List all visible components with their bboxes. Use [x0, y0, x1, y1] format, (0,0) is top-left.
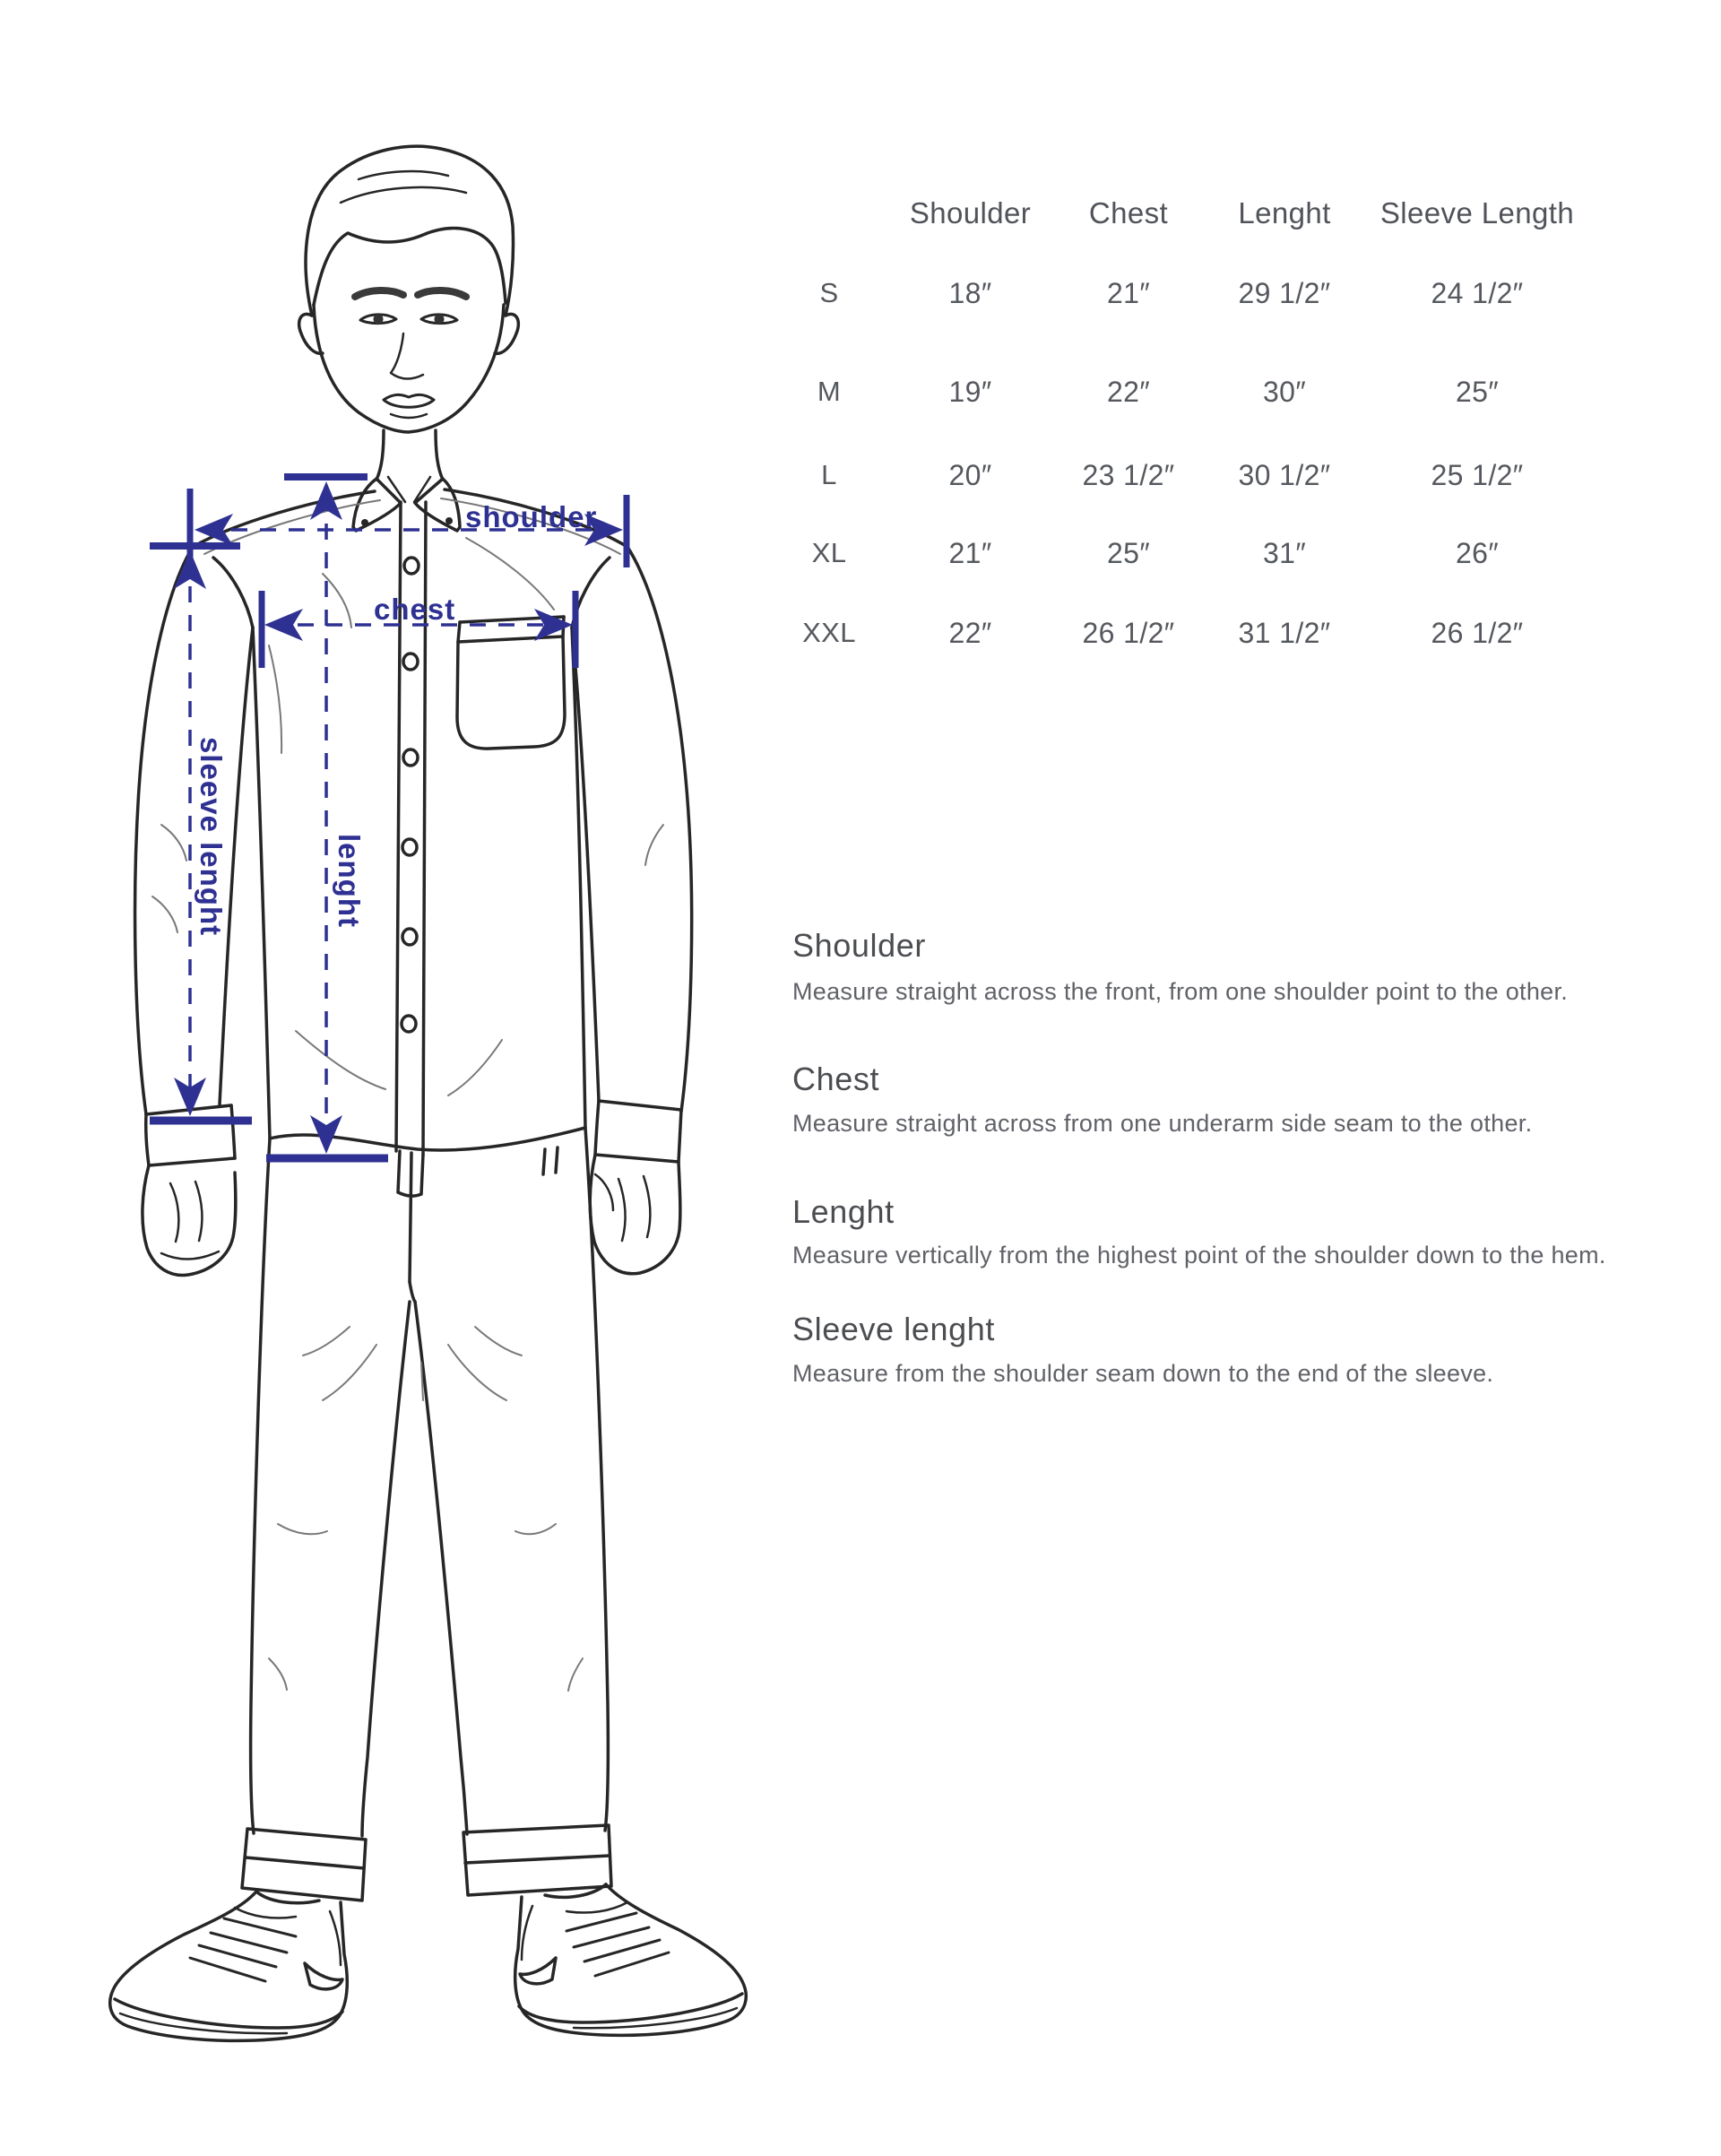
value-cell: 26 1/2″ — [1431, 617, 1524, 649]
definition-desc-lenght: Measure vertically from the highest point of the shoulder down to the hem. — [792, 1242, 1606, 1268]
man-line-drawing — [0, 0, 771, 2152]
figure-outline — [110, 146, 747, 2040]
size-label: XXL — [802, 617, 856, 648]
definition-desc-chest: Measure straight across from one underarm side seam to the other. — [792, 1110, 1533, 1137]
size-label: L — [821, 459, 837, 490]
table-row-l — [771, 457, 1589, 493]
definition-term-shoulder: Shoulder — [792, 927, 926, 964]
length-annotation-label: lenght — [333, 834, 366, 928]
value-cell: 31″ — [1262, 537, 1307, 569]
col-header-sleeve-length: Sleeve Length — [1379, 196, 1575, 229]
definition-desc-shoulder: Measure straight across the front, from one shoulder point to the other. — [792, 978, 1569, 1005]
col-header-chest: Chest — [1088, 196, 1169, 229]
definition-term-chest: Chest — [792, 1061, 880, 1097]
value-cell: 21″ — [948, 537, 992, 569]
value-cell: 18″ — [948, 277, 992, 309]
definition-desc-sleeve-lenght: Measure from the shoulder seam down to the end of the sleeve. — [792, 1360, 1494, 1387]
size-label: M — [817, 376, 842, 407]
table-header-row — [771, 195, 1589, 231]
value-cell: 20″ — [948, 459, 992, 491]
size-label: XL — [811, 537, 847, 568]
value-cell: 30″ — [1262, 376, 1307, 408]
table-row-m — [771, 374, 1589, 410]
value-cell: 22″ — [948, 617, 992, 649]
value-cell: 25″ — [1455, 376, 1500, 408]
value-cell: 25 1/2″ — [1431, 459, 1524, 491]
value-cell: 26″ — [1455, 537, 1500, 569]
table-row-xxl — [771, 615, 1589, 651]
value-cell: 25″ — [1106, 537, 1151, 569]
sleeve-top-arrow — [174, 550, 206, 589]
value-cell: 30 1/2″ — [1238, 459, 1331, 491]
chest-left-arrow — [264, 609, 303, 641]
size-table — [771, 0, 1596, 681]
value-cell: 21″ — [1106, 277, 1151, 309]
value-cell: 29 1/2″ — [1238, 277, 1331, 309]
size-label: S — [819, 277, 839, 308]
table-row-s — [771, 275, 1589, 311]
table-row-xl — [771, 535, 1589, 571]
size-guide-figure — [0, 0, 771, 2152]
definition-term-lenght: Lenght — [792, 1193, 895, 1230]
value-cell: 23 1/2″ — [1082, 459, 1175, 491]
value-cell: 31 1/2″ — [1238, 617, 1331, 649]
shoulder-annotation-label: shoulder — [465, 500, 598, 533]
sleeve-length-annotation-label: sleeve lenght — [195, 737, 228, 937]
definition-term-sleeve-lenght: Sleeve lenght — [792, 1311, 995, 1347]
value-cell: 24 1/2″ — [1431, 277, 1524, 309]
length-top-arrow — [310, 481, 342, 520]
col-header-shoulder: Shoulder — [909, 196, 1032, 229]
col-header-lenght: Lenght — [1238, 196, 1331, 229]
value-cell: 22″ — [1106, 376, 1151, 408]
value-cell: 26 1/2″ — [1082, 617, 1175, 649]
value-cell: 19″ — [948, 376, 992, 408]
chest-annotation-label: chest — [374, 593, 456, 626]
